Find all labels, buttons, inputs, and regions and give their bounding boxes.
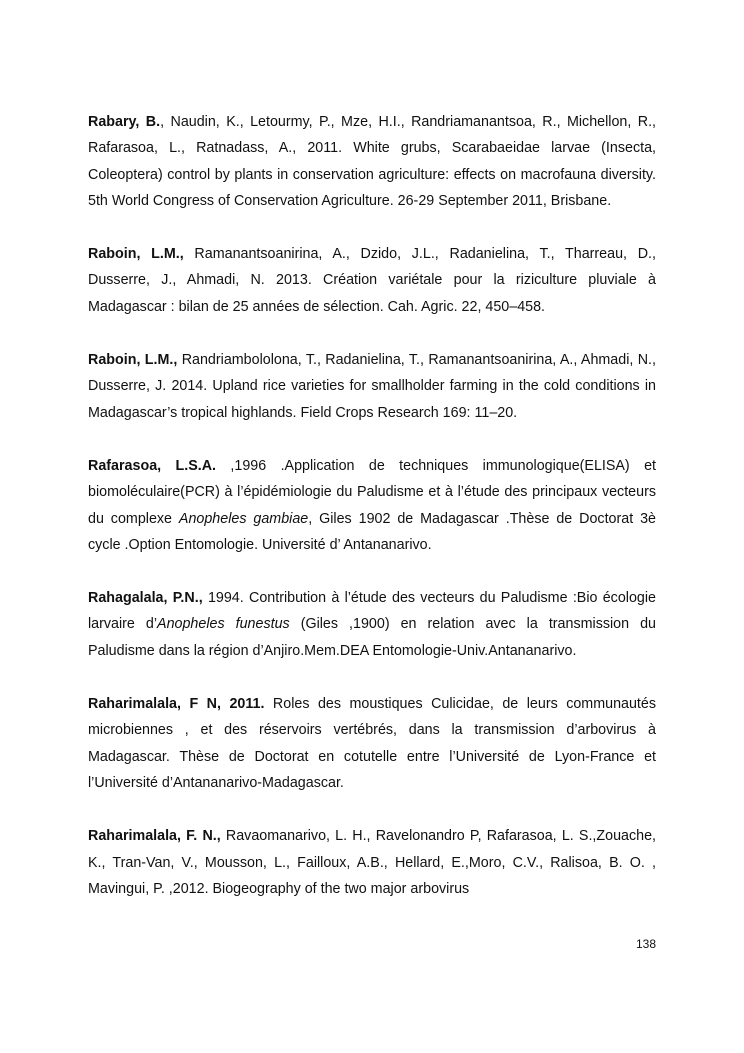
- reference-author: Raharimalala, F N, 2011.: [88, 696, 265, 713]
- reference-text: (Giles ,1900) en relation avec la transmission du Paludisme dans la région d’Anjiro.Mem.DEA Entomologie-Univ.Antananarivo.: [88, 616, 656, 659]
- reference-entry: [88, 347, 656, 426]
- reference-text: Ramanantsoanirina, A., Dzido, J.L., Radanielina, T., Tharreau, D., Dusserre, J., Ahmadi, N. 2013. Création variétale pour la riziculture pluviale à Madagascar : bilan de 25 années de sélection. Cah. Agric. 22, 450–458.: [88, 246, 656, 315]
- reference-text: Ravaomanarivo, L. H., Ravelonandro P, Rafarasoa, L. S.,Zouache, K., Tran-Van, V., Mousson, L., Failloux, A.B., Hellard, E.,Moro, C.V., Ralisoa, B. O. , Mavingui, P. ,2012. Biogeography of the two major arbovirus: [88, 828, 657, 897]
- reference-author: Rahagalala, P.N.,: [88, 590, 203, 607]
- reference-entry: [88, 691, 656, 796]
- reference-author: Raharimalala, F. N.,: [88, 828, 221, 845]
- species-name: Anopheles gambiae: [178, 510, 309, 527]
- reference-text: , Giles 1902 de Madagascar .Thèse de Doctorat 3è cycle .Option Entomologie. Université d’ Antananarivo.: [88, 510, 656, 553]
- reference-text: , Naudin, K., Letourmy, P., Mze, H.I., Randriamanantsoa, R., Michellon, R., Rafarasoa, L., Ratnadass, A., 2011. White grubs, Scarabaeidae larvae (Insecta, Coleoptera) control by plants in conservation agriculture: effects on macrofauna diversity. 5th World Congress of Conservation Agriculture. 26-29 September 2011, Brisbane.: [88, 114, 657, 209]
- reference-entry: [88, 109, 656, 214]
- reference-author: Raboin, L.M.,: [88, 246, 184, 263]
- species-name: Anopheles funestus: [157, 616, 290, 633]
- reference-entry: [88, 453, 656, 558]
- reference-author: Rafarasoa, L.S.A.: [88, 457, 217, 474]
- reference-text: ,1996 .Application de techniques immunologique(ELISA) et biomoléculaire(PCR) à l’épidémiologie du Paludisme et à l’étude des principaux vecteurs du complexe: [88, 457, 657, 527]
- reference-author: Rabary, B.: [88, 114, 161, 130]
- reference-text: Randriambololona, T., Radanielina, T., Ramanantsoanirina, A., Ahmadi, N., Dusserre, J. 2014. Upland rice varieties for smallholder farming in the cold conditions in Madagascar’s tropical highlands. Field Crops Research 169: 11–20.: [88, 352, 656, 421]
- reference-entry: [88, 823, 656, 902]
- page-number: 138: [635, 937, 656, 951]
- reference-author: Raboin, L.M.,: [88, 352, 178, 369]
- reference-entry: [88, 585, 656, 664]
- reference-entry: [88, 241, 656, 320]
- reference-text: 1994. Contribution à l’étude des vecteurs du Paludisme :Bio écologie larvaire d’: [88, 590, 656, 633]
- reference-text: Roles des moustiques Culicidae, de leurs communautés microbiennes , et des réservoirs vertébrés, dans la transmission d’arbovirus à Madagascar. Thèse de Doctorat en cotutelle entre l’Université de Lyon-France et l’Université d’Antananarivo-Madagascar.: [88, 696, 657, 791]
- reference-list: [88, 109, 656, 929]
